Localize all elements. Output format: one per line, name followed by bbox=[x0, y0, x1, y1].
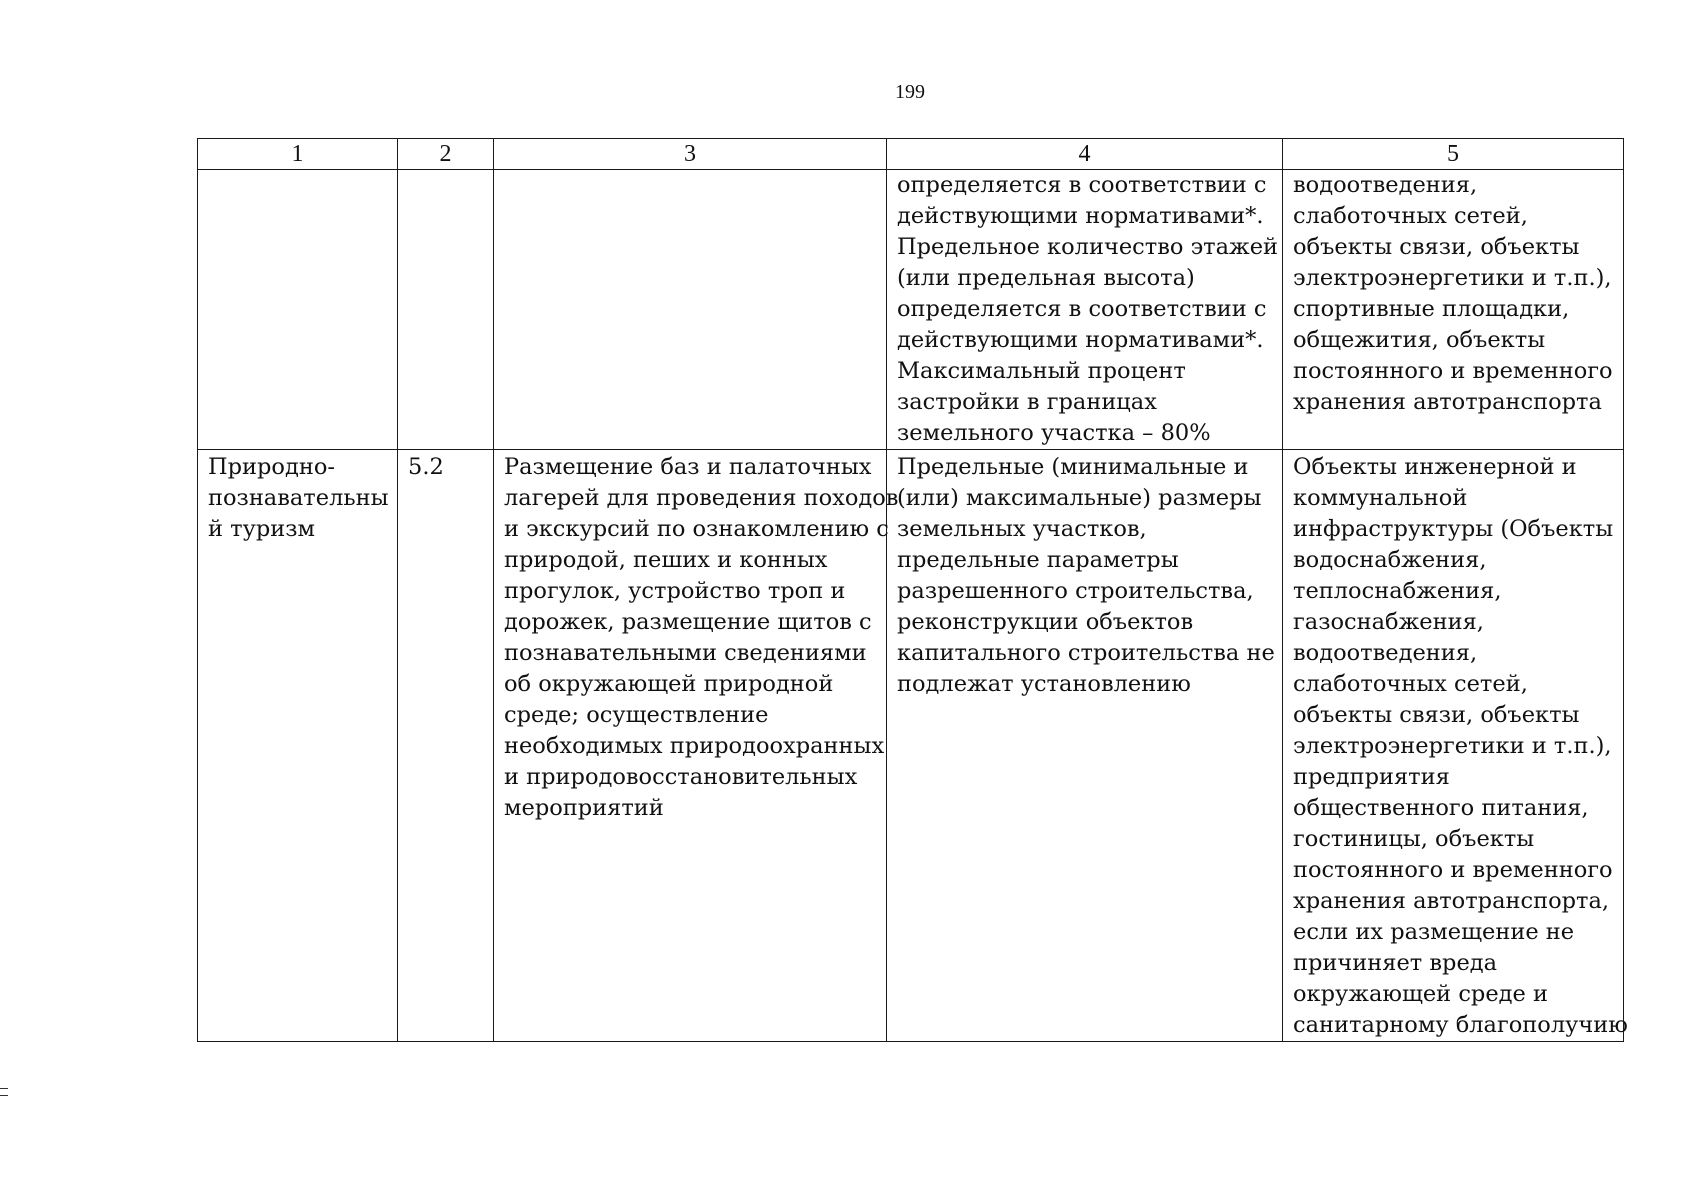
cell-text-line: Предельное количество этажей bbox=[897, 234, 1279, 260]
land-use-description-cell bbox=[494, 450, 899, 1042]
cell-text-line: среде; осуществление bbox=[504, 702, 769, 728]
cell-text-line: мероприятий bbox=[504, 795, 664, 821]
table-header-row bbox=[198, 139, 1624, 170]
cell-text-line: и природовосстановительных bbox=[504, 764, 858, 790]
cell-text-line: инфраструктуры (Объекты bbox=[1293, 516, 1614, 542]
cell-text-line: дорожек, размещение щитов с bbox=[504, 609, 872, 635]
cell-text-line: познавательными сведениями bbox=[504, 640, 867, 666]
cell-text-line: общественного питания, bbox=[1293, 795, 1589, 821]
cell-text-line: электроэнергетики и т.п.), bbox=[1293, 733, 1612, 759]
table-row-continuation bbox=[198, 170, 1624, 450]
cell-text-line: слаботочных сетей, bbox=[1293, 203, 1528, 229]
cell-text-line: причиняет вреда bbox=[1293, 950, 1498, 976]
auxiliary-uses-cell bbox=[1283, 450, 1628, 1042]
cell-text-line: (или) максимальные) размеры bbox=[897, 485, 1262, 511]
cell-text-line: необходимых природоохранных bbox=[504, 733, 885, 759]
cell-text-line: Природно- bbox=[208, 454, 335, 480]
margin-mark bbox=[0, 1088, 8, 1096]
cell-text-line: й туризм bbox=[208, 516, 316, 542]
cell-text-line: водоснабжения, bbox=[1293, 547, 1487, 573]
cell-text-line: Максимальный процент bbox=[897, 358, 1186, 384]
cell-text-line: реконструкции объектов bbox=[897, 609, 1194, 635]
cell-text-line: лагерей для проведения походов bbox=[504, 485, 899, 511]
cell-text-line: санитарному благополучию bbox=[1293, 1012, 1628, 1038]
column-header-3: 3 bbox=[494, 139, 887, 170]
cell-text-line: природой, пеших и конных bbox=[504, 547, 828, 573]
land-use-name-cell bbox=[198, 450, 398, 1042]
cell-text-line: коммунальной bbox=[1293, 485, 1468, 511]
cell-text-line: хранения автотранспорта bbox=[1293, 389, 1602, 415]
cell-text-line: об окружающей природной bbox=[504, 671, 834, 697]
continuation-cell-code bbox=[398, 170, 494, 450]
column-header-1: 1 bbox=[198, 139, 398, 170]
cell-text-line: Объекты инженерной и bbox=[1293, 454, 1577, 480]
cell-text-line: спортивные площадки, bbox=[1293, 296, 1570, 322]
table-row-nature-tourism bbox=[198, 450, 1624, 1042]
cell-text-line: разрешенного строительства, bbox=[897, 578, 1254, 604]
cell-text-line: Размещение баз и палаточных bbox=[504, 454, 872, 480]
cell-text-line: гостиницы, объекты bbox=[1293, 826, 1535, 852]
building-parameters-cell bbox=[887, 450, 1283, 1042]
cell-text-line: 5.2 bbox=[408, 454, 444, 480]
cell-text-line: земельных участков, bbox=[897, 516, 1147, 542]
cell-text-line: и экскурсий по ознакомлению с bbox=[504, 516, 889, 542]
cell-text-line: Предельные (минимальные и bbox=[897, 454, 1249, 480]
cell-text-line: теплоснабжения, bbox=[1293, 578, 1502, 604]
continuation-cell-name bbox=[198, 170, 398, 450]
column-header-2: 2 bbox=[398, 139, 494, 170]
cell-text-line: капитального строительства не bbox=[897, 640, 1275, 666]
cell-text-line: водоотведения, bbox=[1293, 640, 1478, 666]
cell-text-line: постоянного и временного bbox=[1293, 358, 1613, 384]
cell-text-line: действующими нормативами*. bbox=[897, 327, 1264, 353]
page-number: 199 bbox=[895, 81, 925, 103]
cell-text-line: предельные параметры bbox=[897, 547, 1179, 573]
cell-text-line: определяется в соответствии с bbox=[897, 296, 1267, 322]
cell-text-line: подлежат установлению bbox=[897, 671, 1191, 697]
cell-text-line: предприятия bbox=[1293, 764, 1450, 790]
cell-text-line: объекты связи, объекты bbox=[1293, 234, 1580, 260]
regulations-table bbox=[197, 138, 1628, 1042]
land-use-code-cell bbox=[398, 450, 494, 1042]
column-header-5: 5 bbox=[1283, 139, 1624, 170]
cell-text-line: познавательны bbox=[208, 485, 389, 511]
continuation-cell-parameters bbox=[887, 170, 1283, 450]
cell-text-line: если их размещение не bbox=[1293, 919, 1575, 945]
cell-text-line: действующими нормативами*. bbox=[897, 203, 1264, 229]
cell-text-line: земельного участка – 80% bbox=[897, 420, 1211, 446]
cell-text-line: прогулок, устройство троп и bbox=[504, 578, 846, 604]
continuation-cell-description bbox=[494, 170, 887, 450]
continuation-cell-auxiliary-uses bbox=[1283, 170, 1624, 450]
cell-text-line: застройки в границах bbox=[897, 389, 1157, 415]
cell-text-line: объекты связи, объекты bbox=[1293, 702, 1580, 728]
cell-text-line: электроэнергетики и т.п.), bbox=[1293, 265, 1612, 291]
cell-text-line: определяется в соответствии с bbox=[897, 172, 1267, 198]
cell-text-line: водоотведения, bbox=[1293, 172, 1478, 198]
cell-text-line: общежития, объекты bbox=[1293, 327, 1546, 353]
cell-text-line: (или предельная высота) bbox=[897, 265, 1195, 291]
cell-text-line: хранения автотранспорта, bbox=[1293, 888, 1610, 914]
cell-text-line: газоснабжения, bbox=[1293, 609, 1484, 635]
cell-text-line: постоянного и временного bbox=[1293, 857, 1613, 883]
cell-text-line: слаботочных сетей, bbox=[1293, 671, 1528, 697]
column-header-4: 4 bbox=[887, 139, 1283, 170]
cell-text-line: окружающей среде и bbox=[1293, 981, 1548, 1007]
